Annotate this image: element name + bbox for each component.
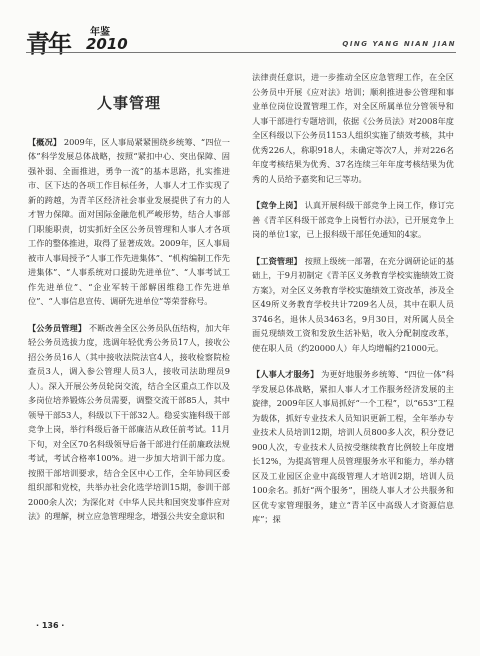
page-title: 人事管理 [96, 94, 161, 112]
header-rule [26, 52, 456, 53]
section-text: 2009年，区人事局紧紧围绕乡统筹、“四位一体”科学发展总体战略，按照“紧扣中心、突出保障、固强补弱、全面推进，勇争一流”的基本思路，扎实推进市、区下达的各项工作目标任务，人事人才工作实现了新的跨越，为青羊区经济社会事业发展提供了有力的人才智力保障。面对国际金融危机严峻形势，结合人事部门职能职责，切实抓好全区公务员管理和人事人才各项工作的整体推进，取得了显著成效。2009年，区人事局被市人事局授予“人事工作先进集体”、“机构编制工作先进集体”、“人事系统对口援助先进单位”、“人事考试工作先进单位”、“企业军转干部解困维稳工作先进单位”、“人事信息宣传、调研先进单位”等荣誉称号。 [28, 136, 230, 306]
left-column [28, 70, 230, 536]
section-salary-management [252, 254, 454, 356]
right-column [252, 70, 454, 539]
section-tag: 【人事人才服务】 [252, 369, 319, 379]
section-tag: 【竞争上岗】 [252, 200, 302, 210]
section-tag: 【公务员管理】 [28, 322, 87, 333]
logo-year-label: 年鉴 [90, 27, 110, 38]
section-tag: 【概况】 [28, 136, 62, 147]
section-civil-servant-management [28, 321, 230, 524]
section-text: 为更好地服务乡统筹、“四位一体”科学发展总体战略，紧扣人事人才工作服务经济发展的主旋律，2009年区人事局抓好“一个工程”，以“653”工程为载体，抓好专业技术人员知识更新工程，全年举办专业技术人员培训12期，培训人员800多人次，积分登记900人次，专业技术人员按受继续教育比例较上年度增长12%，为提高管理人员管理服务水平和能力，举办辖区及工业园区企业中高级管理人才培训2期，培训人员100余名。抓好“两个服务”，围绕人事人才公共服务和区优专家管理服务，建立“青羊区中高级人才资源信息库”；探 [252, 369, 454, 524]
section-talent-services [252, 367, 454, 527]
section-competitive-posts [252, 198, 454, 242]
section-text: 按照上级统一部署，在充分调研论证的基础上，于9月初制定《青羊区义务教育学校实施绩效工资方案》，对全区义务教育学校实施绩效工资改革，涉及全区49所义务教育学校共计7209名人员，其中在职人员3746名，退休人员3463名，9月30日，对所属人员全面兑现绩效工资和发放生活补贴，收入分配制度改革，使在职人员（约20000人）年人均增幅约21000元。 [252, 255, 454, 353]
logo-calligraphy: 青年 [26, 29, 70, 58]
section-continued [252, 70, 454, 186]
section-overview [28, 135, 230, 309]
page-number: · 136 · [36, 621, 65, 630]
running-title: QING YANG NIAN JIAN [342, 40, 456, 48]
yearbook-logo [26, 22, 136, 56]
section-text: 认真开展科级干部竞争上岗工作，修订完善《青羊区科级干部竞争上岗暂行办法》，已开展竞争上岗的单位1家，已上报科级干部任免通知的4家。 [252, 200, 454, 239]
section-text: 不断改善全区公务员队伍结构，加大年轻公务员选拔力度，选调年轻优秀公务员17人，接收公招公务员16人（其中接收法院法官4人，接收检察院检查员3人，调入参公管理人员3人，接收司法助理员9人）。深入开展公务员轮岗交流，结合全区重点工作以及多岗位培养锻炼公务员需要，调整交流干部85人，其中领导干部53人，科级以下干部32人。稳妥实施科级干部竞争上岗，举行科级后备干部廉洁从政任前考试。11月下旬，对全区70名科级领导后备干部进行任前廉政法规考试，考试合格率100%。进一步加大培训干部力度。按照干部培训要求，结合全区中心工作，全年协同区委组织部和党校，共举办社会化选学培训15期，参训干部2000余人次；为深化对《中华人民共和国突发事件应对法》的理解，树立应急管理理念，增强公共安全意识和 [28, 322, 230, 521]
page-header [0, 0, 480, 62]
logo-year-number: 2010 [86, 35, 128, 53]
section-text: 法律责任意识，进一步推动全区应急管理工作，在全区公务员中开展《应对法》培训；顺利推进参公管理和事业单位岗位设置管理工作，对全区所属单位分管领导和人事干部进行专题培训，依据《公务员法》对2008年度全区科级以下公务员1153人组织实施了绩效考核，其中优秀226人，称职918人，未确定等次7人，并对226名年度考核结果为优秀、37名连续三年年度考核结果为优秀的人员给予嘉奖和记三等功。 [252, 72, 454, 184]
section-tag: 【工资管理】 [252, 255, 302, 266]
